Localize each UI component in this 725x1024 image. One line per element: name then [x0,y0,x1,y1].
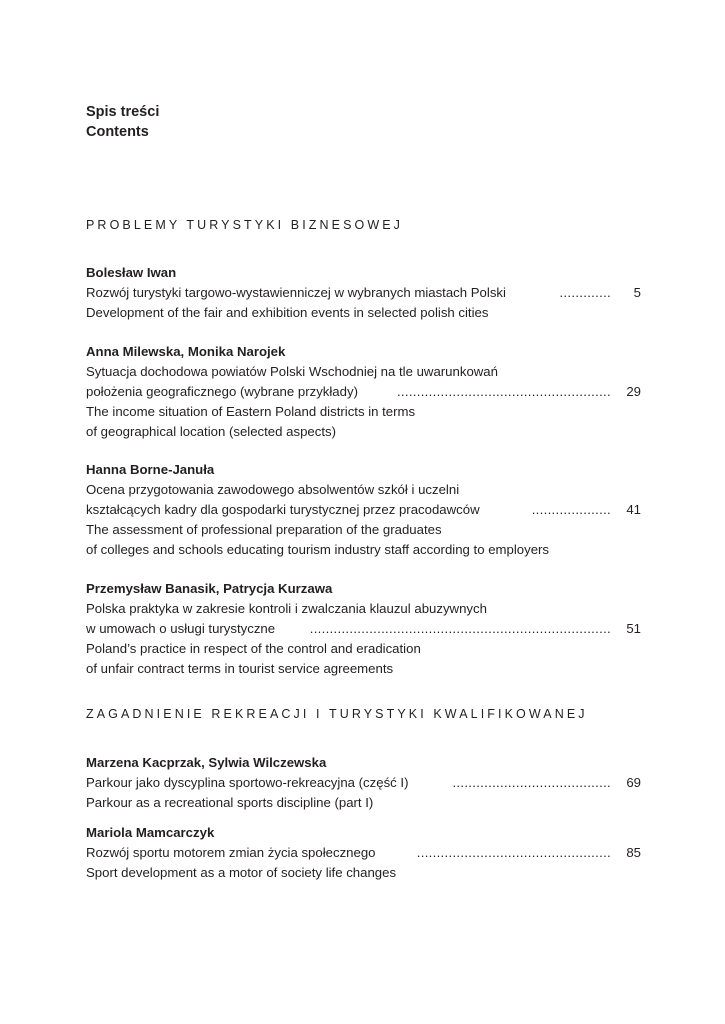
entry-title-pl: Rozwój turystyki targowo-wystawienniczej w wybranych miastach Polski [86,285,506,300]
entry-title-en: of geographical location (selected aspects) [86,424,336,439]
toc-entry[interactable] [86,579,641,679]
entry-title-pl: kształcących kadry dla gospodarki turystycznej przez pracodawców [86,502,480,517]
entry-author: Bolesław Iwan [86,265,177,280]
entry-title-line [86,843,641,863]
entry-title-pl: Rozwój sportu motorem zmian życia społecznego [86,845,376,860]
entry-title-pl: Ocena przygotowania zawodowego absolwentów szkół i uczelni [86,482,460,497]
leader-dots: ............. [559,285,611,300]
entry-title-line [86,773,641,793]
entry-title-line [86,382,641,402]
page-number: 5 [633,285,641,300]
entry-title-line [86,619,641,639]
entry-title-pl: Polska praktyka w zakresie kontroli i zwalczania klauzul abuzywnych [86,601,487,616]
leader-dots: ........................................ [452,775,611,790]
entry-title-en: Sport development as a motor of society life changes [86,865,397,880]
page-number: 51 [626,621,641,636]
entry-title-en: of colleges and schools educating tourism industry staff according to employers [86,542,550,557]
entry-author: Mariola Mamcarczyk [86,825,215,840]
toc-entry[interactable] [86,342,641,442]
section-title-recreation: ZAGADNIENIE REKREACJI I TURYSTYKI KWALIFIKOWANEJ [86,707,588,721]
leader-dots: ............................................................................ [309,621,611,636]
entry-title-en: Poland’s practice in respect of the control and eradication [86,641,421,656]
page-number: 41 [626,502,641,517]
entry-title-line [86,500,641,520]
entry-title-en: Parkour as a recreational sports discipline (part I) [86,795,374,810]
page-number: 29 [626,384,641,399]
toc-entry[interactable] [86,263,641,323]
toc-entry[interactable] [86,460,641,560]
leader-dots: ................................................. [416,845,611,860]
section-title-business-tourism: PROBLEMY TURYSTYKI BIZNESOWEJ [86,218,404,232]
toc-entry[interactable] [86,753,641,813]
page-number: 69 [626,775,641,790]
heading-title-pl: Spis treści [86,104,160,120]
entry-title-pl: Sytuacja dochodowa powiatów Polski Wschodniej na tle uwarunkowań [86,364,498,379]
entry-title-pl: położenia geograficznego (wybrane przykłady) [86,384,358,399]
entry-title-pl: Parkour jako dyscyplina sportowo-rekreacyjna (część I) [86,775,409,790]
entry-title-en: The income situation of Eastern Poland districts in terms [86,404,416,419]
entry-author: Marzena Kacprzak, Sylwia Wilczewska [86,755,327,770]
entry-title-en: of unfair contract terms in tourist service agreements [86,661,394,676]
leader-dots: .................... [531,502,611,517]
page-number: 85 [626,845,641,860]
entry-author: Hanna Borne-Januła [86,462,215,477]
entry-title-line [86,283,641,303]
toc-entry[interactable] [86,823,641,883]
entry-title-en: Development of the fair and exhibition events in selected polish cities [86,305,489,320]
heading-title-en: Contents [86,124,149,140]
entry-title-en: The assessment of professional preparation of the graduates [86,522,442,537]
entry-author: Anna Milewska, Monika Narojek [86,344,286,359]
leader-dots: ...................................................... [396,384,611,399]
contents-heading [86,102,159,142]
entry-author: Przemysław Banasik, Patrycja Kurzawa [86,581,333,596]
entry-title-pl: w umowach o usługi turystyczne [86,621,276,636]
